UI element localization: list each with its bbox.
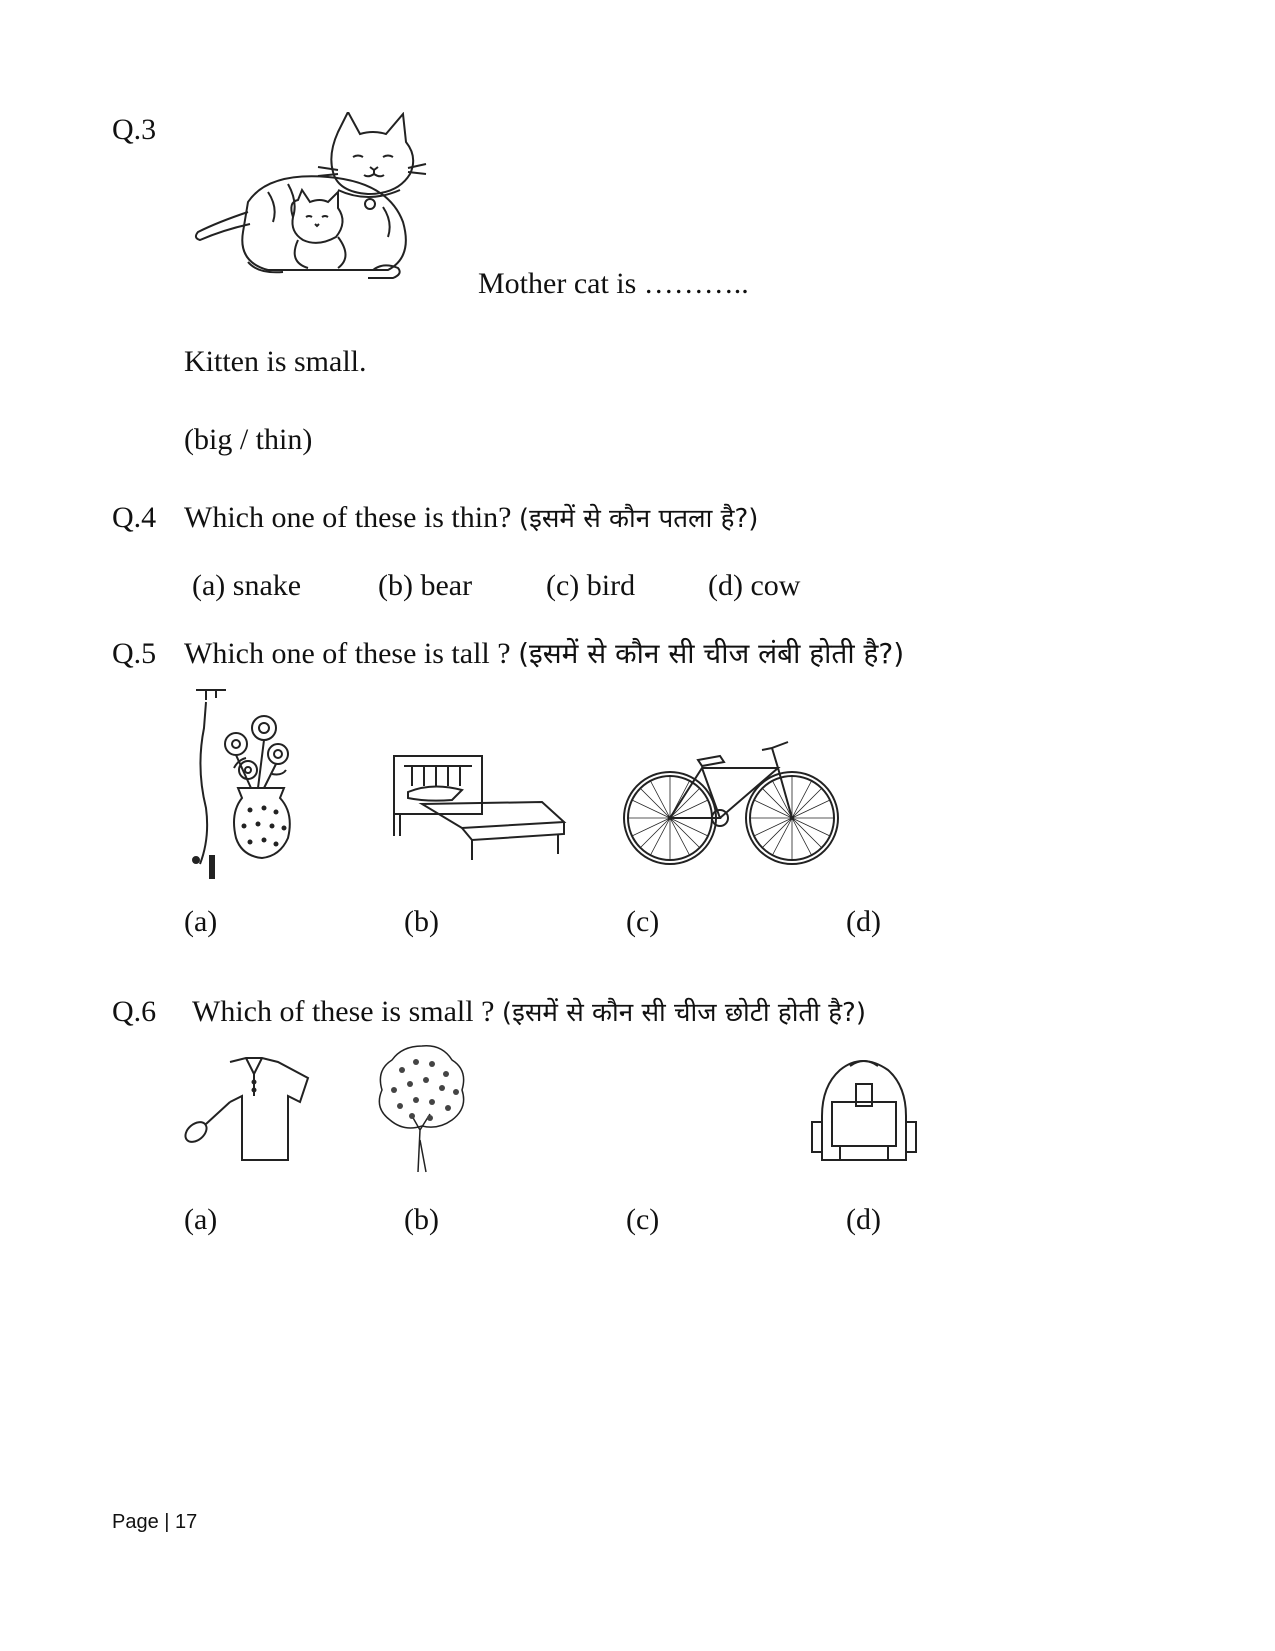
q5-number: Q.5 bbox=[112, 637, 157, 670]
shirt-with-spoon-icon bbox=[182, 1056, 317, 1166]
q4-option-b[interactable]: (b) bear bbox=[378, 569, 473, 602]
q5-option-c[interactable]: (c) bbox=[626, 905, 660, 938]
q6-option-b[interactable]: (b) bbox=[404, 1203, 439, 1236]
q4-number: Q.4 bbox=[112, 501, 157, 534]
q6-option-a[interactable]: (a) bbox=[184, 1203, 218, 1236]
q4-question: Which one of these is thin? bbox=[184, 501, 512, 534]
q5-question-line bbox=[184, 636, 904, 672]
q6-number: Q.6 bbox=[112, 995, 157, 1028]
q4-question-line bbox=[184, 500, 758, 537]
bicycle-icon bbox=[620, 738, 845, 868]
cat-with-kitten-icon bbox=[188, 112, 428, 282]
backpack-icon bbox=[810, 1056, 920, 1166]
q5-hindi: (इसमें से कौन सी चीज लंबी होती है?) bbox=[518, 637, 905, 670]
q4-option-c[interactable]: (c) bird bbox=[546, 569, 636, 602]
q6-question-line bbox=[192, 994, 866, 1031]
q5-option-d[interactable]: (d) bbox=[846, 905, 881, 938]
q3-given-sentence: Kitten is small. bbox=[184, 345, 367, 378]
q3-blank-sentence: Mother cat is ……….. bbox=[478, 267, 749, 300]
tree-icon bbox=[372, 1040, 472, 1175]
q6-question: Which of these is small ? bbox=[192, 995, 495, 1028]
q6-option-d[interactable]: (d) bbox=[846, 1203, 881, 1236]
q5-option-a[interactable]: (a) bbox=[184, 905, 218, 938]
q4-hindi: (इसमें से कौन पतला है?) bbox=[518, 504, 759, 534]
bed-icon bbox=[392, 752, 572, 862]
q5-question: Which one of these is tall ? bbox=[184, 637, 511, 670]
q6-hindi: (इसमें से कौन सी चीज छोटी होती है?) bbox=[501, 998, 867, 1028]
q6-option-c[interactable]: (c) bbox=[626, 1203, 660, 1236]
q3-number: Q.3 bbox=[112, 113, 157, 146]
q4-option-a[interactable]: (a) snake bbox=[192, 569, 302, 602]
page-number: Page | 17 bbox=[112, 1511, 198, 1533]
flower-vase-icon bbox=[176, 688, 306, 888]
q5-option-b[interactable]: (b) bbox=[404, 905, 439, 938]
q3-choices: (big / thin) bbox=[184, 423, 313, 456]
q4-option-d[interactable]: (d) cow bbox=[708, 569, 801, 602]
